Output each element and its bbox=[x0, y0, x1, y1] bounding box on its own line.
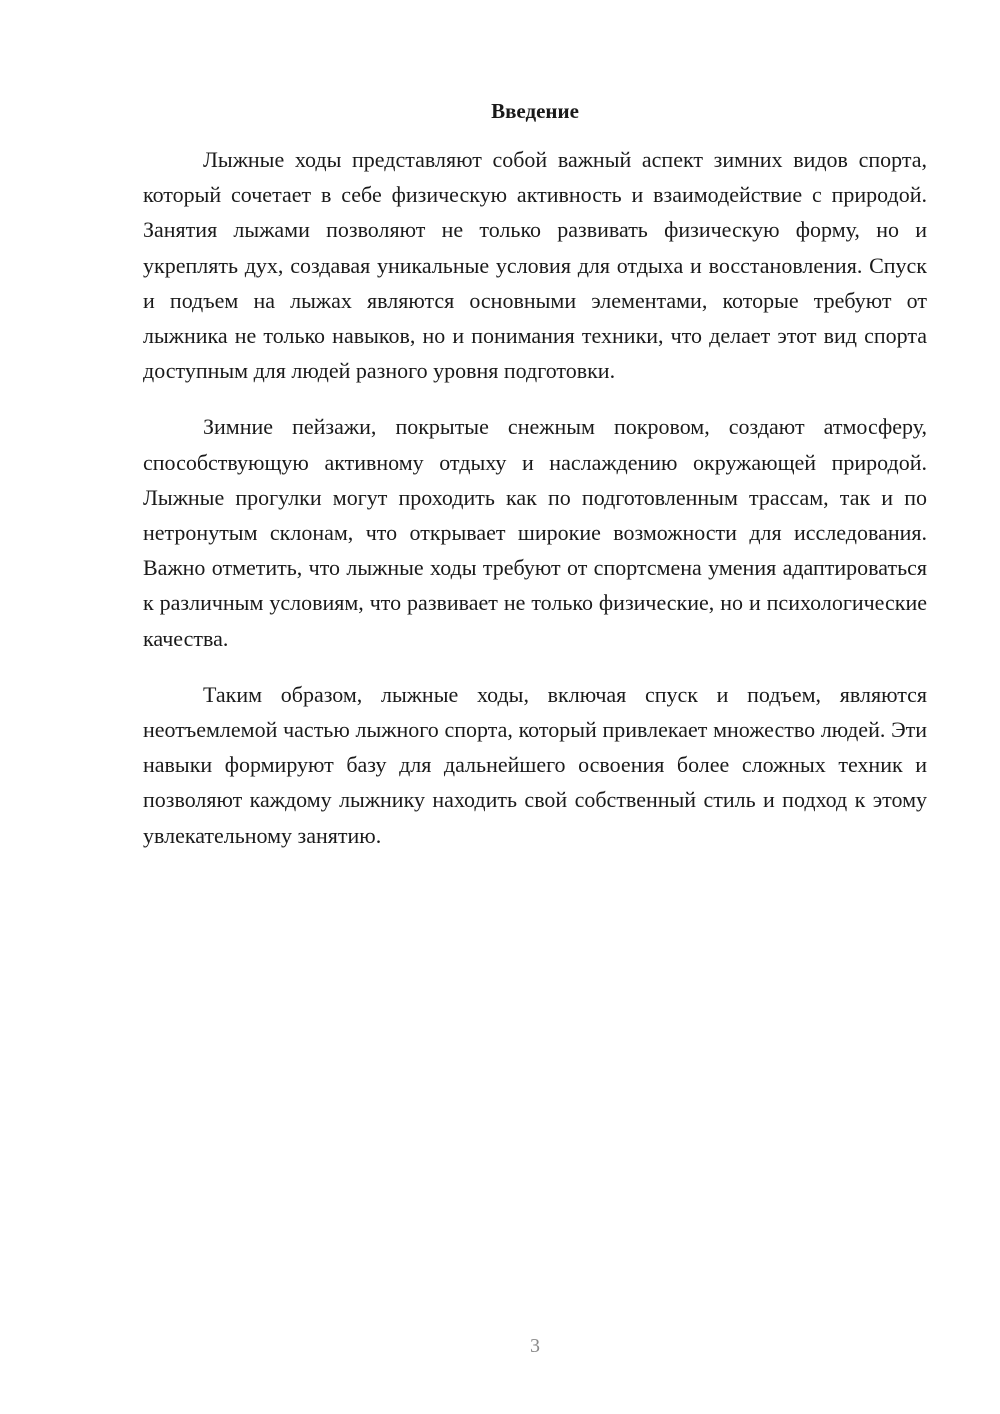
body-text bbox=[143, 142, 927, 874]
section-heading: Введение bbox=[491, 99, 579, 123]
paragraph-3: Таким образом, лыжные ходы, включая спуск и подъем, являются неотъемлемой частью лыжного спорта, который привлекает множество людей. Эти навыки формируют базу для дальнейшего освоения более сложных техник и позволяют каждому лыжнику находить свой собственный стиль и подход к этому увлекательному занятию. bbox=[143, 681, 927, 848]
paragraph-1: Лыжные ходы представляют собой важный аспект зимних видов спорта, который сочетает в себе физическую активность и взаимодействие с природой. Занятия лыжами позволяют не только развивать физическую форму, но и укреплять дух, создавая уникальные условия для отдыха и восстановления. Спуск и подъем на лыжах являются основными элементами, которые требуют от лыжника не только навыков, но и понимания техники, что делает этот вид спорта доступным для людей разного уровня подготовки. bbox=[143, 147, 927, 384]
paragraph-2: Зимние пейзажи, покрытые снежным покровом, создают атмосферу, способствующую активному отдыху и наслаждению окружающей природой. Лыжные прогулки могут проходить как по подготовленным трассам, так и по нетронутым склонам, что открывает широкие возможности для исследования. Важно отметить, что лыжные ходы требуют от спортсмена умения адаптироваться к различным условиям, что развивает не только физические, но и психологические качества. bbox=[143, 414, 927, 651]
page-number: 3 bbox=[530, 1335, 540, 1357]
